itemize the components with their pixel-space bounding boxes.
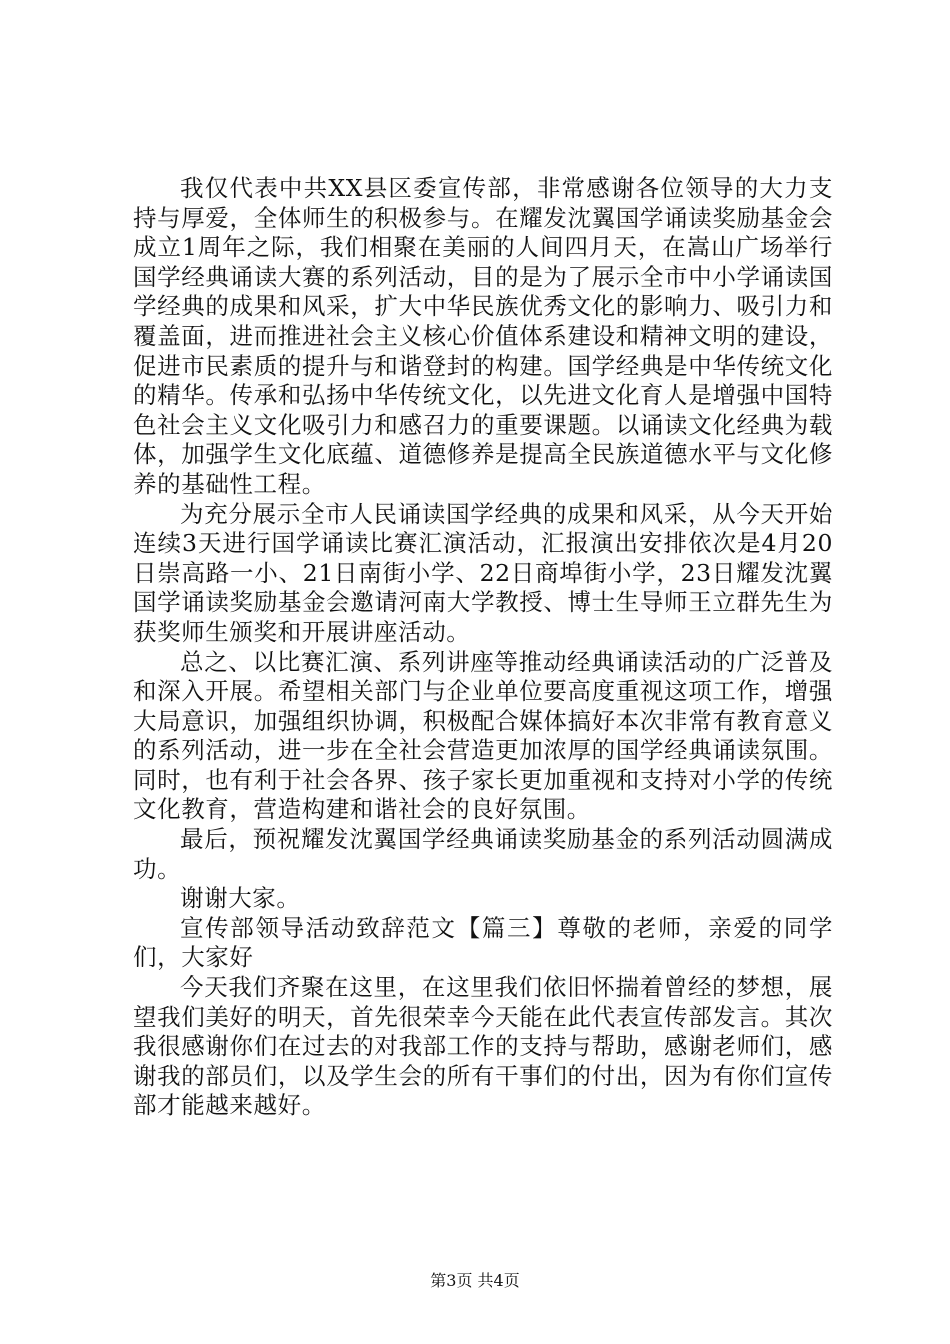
paragraph-event-schedule: 为充分展示全市人民诵读国学经典的成果和风采，从今天开始连续3天进行国学诵读比赛汇演活动，汇报演出安排依次是4月20日崇高路一小、21日南街小学、22日商埠街小学，23日耀发沈翼国学诵读奖励基金会邀请河南大学教授、博士生导师王立群先生为获奖师生颁奖和开展讲座活动。 [133, 499, 833, 646]
document-body [133, 174, 833, 1121]
paragraph-thanks: 谢谢大家。 [180, 884, 301, 913]
paragraph-conclusion: 总之、以比赛汇演、系列讲座等推动经典诵读活动的广泛普及和深入开展。希望相关部门与企业单位要高度重视这项工作，增强大局意识，加强组织协调，积极配合媒体搞好本次非常有教育意义的系列活动，进一步在全社会营造更加浓厚的国学经典诵读氛围。同时，也有利于社会各界、孩子家长更加重视和支持对小学的传统文化教育，营造构建和谐社会的良好氛围。 [133, 647, 833, 824]
page-number-footer: 第3页 共4页 [430, 1271, 520, 1290]
paragraph-section-heading: 宣传部领导活动致辞范文【篇三】尊敬的老师，亲爱的同学们，大家好 [133, 913, 833, 972]
paragraph-closing-wish: 最后，预祝耀发沈翼国学经典诵读奖励基金的系列活动圆满成功。 [133, 825, 833, 883]
paragraph-speech-body: 今天我们齐聚在这里，在这里我们依旧怀揣着曾经的梦想，展望我们美好的明天，首先很荣幸今天能在此代表宣传部发言。其次我很感谢你们在过去的对我部工作的支持与帮助，感谢老师们，感谢我的部员们，以及学生会的所有干事们的付出，因为有你们宣传部才能越来越好。 [133, 973, 833, 1120]
paragraph-opening-remarks: 我仅代表中共XX县区委宣传部，非常感谢各位领导的大力支持与厚爱，全体师生的积极参与。在耀发沈翼国学诵读奖励基金会成立1周年之际，我们相聚在美丽的人间四月天，在嵩山广场举行国学经典诵读大赛的系列活动，目的是为了展示全市中小学诵读国学经典的成果和风采，扩大中华民族优秀文化的影响力、吸引力和覆盖面，进而推进社会主义核心价值体系建设和精神文明的建设，促进市民素质的提升与和谐登封的构建。国学经典是中华传统文化的精华。传承和弘扬中华传统文化，以先进文化育人是增强中国特色社会主义文化吸引力和感召力的重要课题。以诵读文化经典为载体，加强学生文化底蕴、道德修养是提高全民族道德水平与文化修养的基础性工程。 [133, 174, 833, 498]
